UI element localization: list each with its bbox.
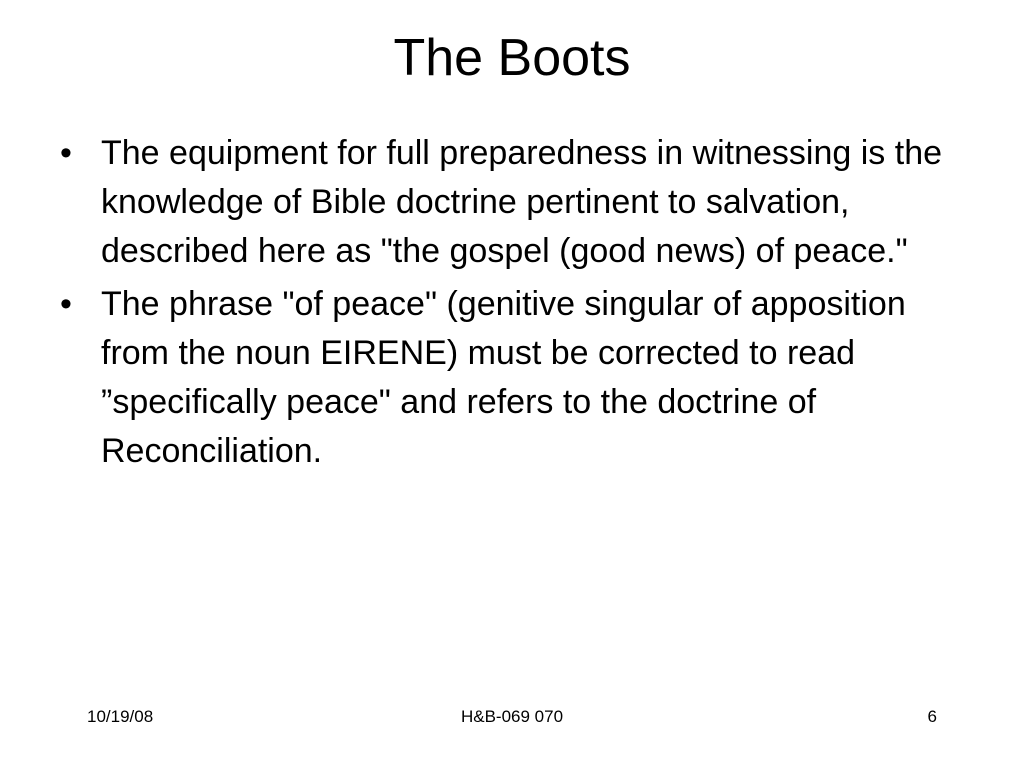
bullet-marker: • [60,285,72,323]
bullet-marker: • [60,134,72,172]
footer-date: 10/19/08 [87,707,154,726]
bullet-list [60,129,960,480]
slide-title: The Boots [393,29,631,87]
bullet-item [60,280,960,476]
footer-page-number: 6 [927,707,937,726]
footer-reference: H&B-069 070 [460,707,564,726]
bullet-item [60,129,960,276]
bullet-text: The equipment for full preparedness in witnessing is the knowledge of Bible doctrine pertinent to salvation, described here as "the gospel (good news) of peace." [101,134,943,270]
bullet-text: The phrase "of peace" (genitive singular of apposition from the noun EIRENE) must be corrected to read ”specifically peace" and refers to the doctrine of Reconciliation. [101,285,906,470]
